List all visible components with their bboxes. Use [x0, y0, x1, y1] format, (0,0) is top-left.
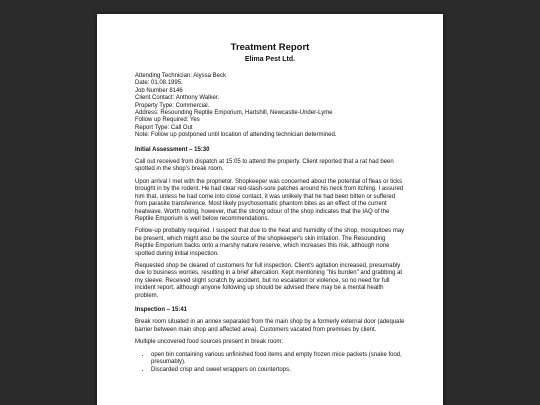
- paragraph: Follow-up probably required. I suspect that due to the heat and humidity of the shop, mosquitoes may be present, which might also be the source of the shopkeeper's skin irritation. The Resounding Reptile Emporium backs onto a marshy nature reserve, which increases this risk, although none spotted during initial inspection.: [135, 228, 405, 257]
- section-heading-initial-assessment: Initial Assessment – 15:30: [135, 146, 210, 153]
- meta-address: Address: Resounding Reptile Emporium, Hartshill, Newcastle-Under-Lyme: [135, 110, 333, 117]
- list-item: • open bin containing various unfinished food items and empty frozen mice packets (snake food, presumably).: [151, 352, 405, 367]
- meta-follow-up: Follow up Required: Yes: [135, 117, 200, 124]
- company-name: Elima Pest Ltd.: [244, 56, 296, 63]
- meta-technician: Attending Technician: Alyssa Beck: [135, 73, 226, 79]
- section-heading-inspection: Inspection – 15:41: [135, 306, 188, 313]
- meta-client-contact: Client Contact: Anthony Walker.: [135, 95, 220, 102]
- document-page: [97, 14, 443, 405]
- food-sources-list: [135, 352, 405, 375]
- meta-job-number: Job Number 8146: [135, 87, 183, 94]
- list-item: • Discarded crisp and sweet wrappers on countertops.: [151, 367, 405, 374]
- report-title: Treatment Report: [230, 42, 310, 53]
- paragraph: Call out received from dispatch at 15:05 to attend the property. Client reported that a rat had been spotted in the shop's break room.: [135, 159, 394, 173]
- report-metadata: [135, 73, 405, 140]
- meta-report-type: Report Type: Call Out: [135, 124, 193, 131]
- paragraph: Break room situated in an annex separated from the main shop by a formerly external door (adequate barrier between main shop and affected area). Customers vacated from premises by client.: [135, 319, 405, 333]
- meta-note: Note: Follow up postponed until location of attending technician determined.: [135, 132, 337, 139]
- paragraph: Requested shop be cleared of customers for full inspection. Client's agitation increased, presumably due to business worries, resulting in a brief altercation. Kept mentioning "his burden" and grabbing at my sleeve. Received slight scratch by accident, but no escalation or violence, so no need for full incident report, although anyone following up should be advised there may be a mental health problem.: [135, 262, 403, 299]
- meta-property-type: Property Type: Commercial.: [135, 102, 210, 109]
- paragraph: Upon arrival I met with the proprietor. Shopkeeper was concerned about the potential of fleas or ticks brought in by the rodent. He had clear red-slash-sore patches around his neck from itching. I assured him that, unless he had come into close contact, it was unlikely that he had been bitten or suffered from parasite transference. Most likely psychosomatic phantom bites as an effect of the current heatwave. Worth noting, however, that the strong odour of the shop indicates that the IAQ of the Reptile Emporium is well below recommendations.: [135, 178, 404, 222]
- paragraph: Multiple uncovered food sources present in break room:: [135, 339, 284, 346]
- meta-date: Date: 01.08.1995.: [135, 80, 183, 87]
